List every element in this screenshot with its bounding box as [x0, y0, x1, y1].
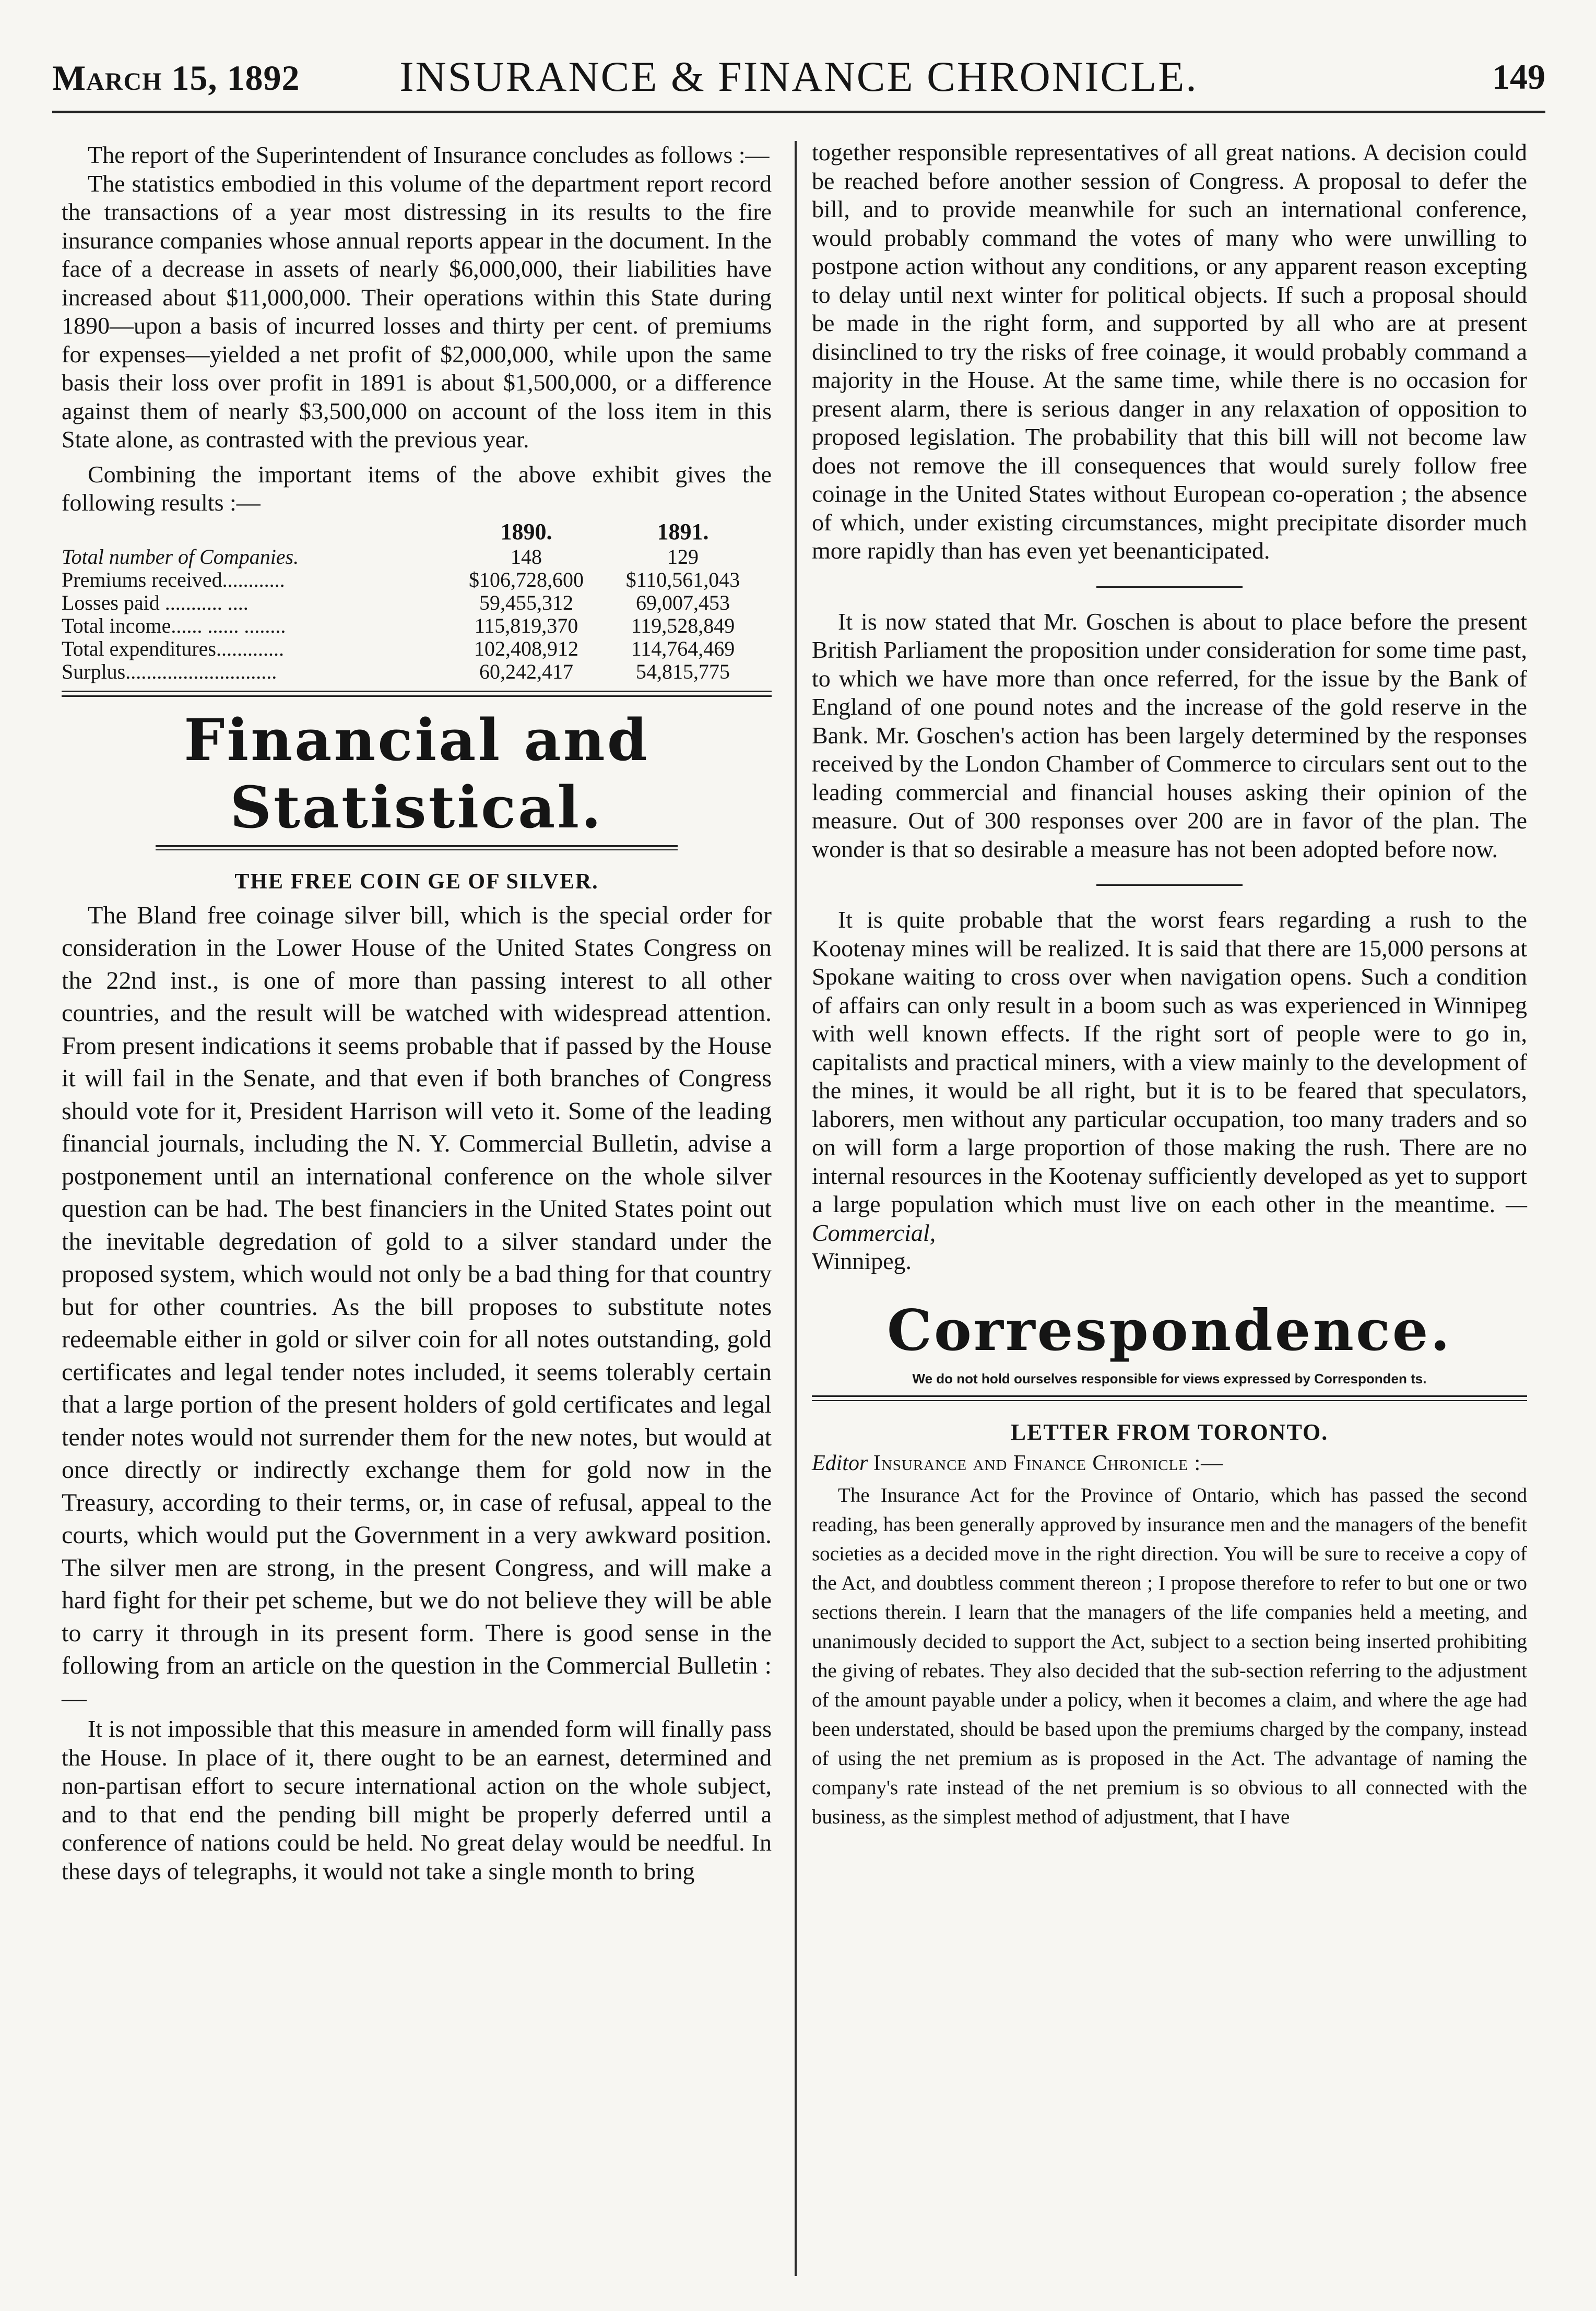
- report-quote: The statistics embodied in this volume of the department report record the transactions of a year most distressing in its results to the fire insurance companies whose annual reports appear in the document. In the face of a decrease in assets of nearly $6,000,000, their liabilities have increased about $11,000,000. Their operations within this State during 1890—upon a basis of incurred losses and thirty per cent. of premiums for expenses—yielded a net profit of $2,000,000, while upon the same basis their loss over profit in 1891 is about $1,500,000, or a difference against them of nearly $3,500,000 on account of the loss item in this State alone, as contrasted with the previous year.: [62, 170, 772, 453]
- value-1890: 148: [511, 544, 542, 568]
- table-row: [62, 614, 761, 637]
- value-1891: 69,007,453: [636, 590, 730, 614]
- row-label: Total number of Companies.: [62, 544, 299, 568]
- letter-title: LETTER FROM TORONTO.: [1010, 1419, 1329, 1445]
- article-paragraph: The Bland free coinage silver bill, which is the special order for consideration in the Lower House of the United States Congress on the 22nd inst., is one of more than passing interest to all other countries, and the result will be watched with widespread attention. From present indications it seems probable that if passed by the House it will fail in the Senate, and that even if both branches of Congress should vote for it, President Harrison will veto it. Some of the leading financial journals, including the N. Y. Commercial Bulletin, advise a postponement until an international conference on the whole silver question can be had. The best financiers in the United States point out the inevitable degredation of gold to a silver standard under the proposed system, which would not only be a bad thing for that country but for other countries. As the bill proposes to substitute notes redeemable either in gold or silver coin for all notes outstanding, gold certificates and legal tender notes included, it seems tolerably certain that a large portion of the present holders of gold certificates and legal tender notes would not surrender them for the new notes, but would at once directly or indirectly exchange them for gold now in the Treasury, according to their terms, or, in case of refusal, appeal to the courts, which would put the Government in a very awkward position. The silver men are strong, in the present Congress, and will make a hard fight for their pet scheme, but we do not believe they will be able to carry it through in its present form. There is good sense in the following from an article on the question in the Commercial Bulletin :—: [62, 901, 772, 1712]
- row-label: Total expenditures.............: [62, 636, 284, 660]
- table-rule: [62, 691, 772, 697]
- value-1890: 115,819,370: [474, 613, 578, 637]
- table-row: [62, 660, 761, 683]
- right-column: [812, 138, 1527, 1832]
- value-1890: 60,242,417: [479, 659, 573, 683]
- results-table: [62, 520, 761, 683]
- article-quote: It is not impossible that this measure in amended form will finally pass the House. In place of it, there ought to be an earnest, determined and non-partisan effort to secure international action on the whole subject, and to that end the pending bill might be properly deferred until a conference of nations could be held. No great delay would be needful. In these days of telegraphs, it would not take a single month to bring: [62, 1715, 772, 1885]
- combining-text: Combining the important items of the above exhibit gives the following results :—: [62, 460, 772, 516]
- kootenay-paragraph: [812, 906, 1527, 1247]
- kootenay-city: Winnipeg.: [812, 1248, 912, 1274]
- kootenay-source: —Commercial,: [812, 1191, 1528, 1246]
- value-1890: $106,728,600: [469, 567, 584, 591]
- column-divider: [795, 141, 797, 2276]
- row-label: Surplus.............................: [62, 659, 277, 683]
- editor-publication: Insurance and Finance Chronicle :—: [873, 1451, 1224, 1475]
- section-heading-rule: [156, 845, 678, 850]
- value-1891: $110,561,043: [625, 567, 740, 591]
- value-1891: 114,764,469: [631, 636, 735, 660]
- value-1890: 102,408,912: [474, 636, 578, 660]
- left-column: [62, 141, 772, 1886]
- column-header-1890: 1890.: [500, 518, 552, 544]
- correspondence-disclaimer: We do not hold ourselves responsible for views expressed by Corresponden ts.: [912, 1370, 1427, 1386]
- report-intro: The report of the Superintendent of Insurance concludes as follows :—: [88, 141, 770, 168]
- item-separator: [1096, 586, 1243, 588]
- running-head: [52, 52, 1545, 110]
- table-corner: [62, 520, 448, 546]
- table-row: [62, 546, 761, 568]
- issue-date: March 15, 1892: [52, 58, 300, 98]
- page-number: 149: [1492, 57, 1545, 97]
- correspondence-heading: Correspondence.: [886, 1297, 1452, 1364]
- table-row: [62, 591, 761, 614]
- correspondence-rule: [812, 1395, 1527, 1401]
- table-row: [62, 637, 761, 660]
- kootenay-text: It is quite probable that the worst fears regarding a rush to the Kootenay mines will be realized. It is said that there are 15,000 persons at Spokane waiting to cross over when navigation opens. Such a condition of affairs can only result in a boom such as was experienced in Winnipeg with well known effects. If the right sort of people were to go in, capitalists and practical miners, with a view mainly to the development of the mines, it would be all right, but it is to be feared that speculators, laborers, men without any particular occupation, too many traders and so on will form a large proportion of those making the rush. There are no internal resources in the Kootenay sufficiently developed as yet to support a large population which must live on each other in the meantime.: [812, 906, 1527, 1217]
- goschen-paragraph: It is now stated that Mr. Goschen is about to place before the present British Parliament the proposition under consideration for some time past, to which we have more than once referred, for the issue by the Bank of England of one pound notes and the increase of the gold reserve in the Bank. Mr. Goschen's action has been largely determined by the responses received by the London Chamber of Commerce to circulars sent out to the leading commercial and financial houses asking their opinion of the measure. Out of 300 responses over 200 are in favor of the plan. The wonder is that so desirable a measure has not been adopted before now.: [812, 608, 1527, 862]
- value-1891: 54,815,775: [636, 659, 730, 683]
- column-header-1891: 1891.: [657, 518, 709, 544]
- row-label: Premiums received............: [62, 567, 285, 591]
- article-continued: together responsible representatives of all great nations. A decision could be reached before another session of Congress. A proposal to defer the bill, and to provide meanwhile for such an international conference, would probably command the votes of many who were unwilling to postpone action without any conditions, or any apparent reason excepting to delay until next winter for political objects. If such a proposal should be made in the right form, and supported by all who are at present disinclined to try the risks of free coinage, it would probably command a majority in the House. At the same time, while there is no occasion for present alarm, there is serious danger in any relaxation of opposition to proposed legislation. The probability that this bill will not become law does not remove the ill consequences that would surely follow free coinage in the United States without European co-operation ; the absence of which, under existing circumstances, might precipitate disorder much more rapidly than has even yet beenanticipated.: [812, 139, 1527, 564]
- section-heading: Financial and Statistical.: [184, 706, 649, 841]
- value-1891: 119,528,849: [631, 613, 735, 637]
- value-1891: 129: [667, 544, 699, 568]
- row-label: Losses paid ........... ....: [62, 590, 249, 614]
- value-1890: 59,455,312: [479, 590, 573, 614]
- article-title: THE FREE COIN GE OF SILVER.: [234, 869, 599, 894]
- header-rule: [52, 111, 1545, 113]
- table-row: [62, 568, 761, 591]
- editor-prefix: Editor: [812, 1451, 868, 1475]
- letter-salutation: [812, 1451, 1527, 1476]
- letter-body: The Insurance Act for the Province of Ontario, which has passed the second reading, has been generally approved by insurance men and the managers of the benefit societies as a decided move in the right direction. You will be sure to receive a copy of the Act, and doubtless comment thereon ; I propose therefore to refer to but one or two sections therein. I learn that the managers of the life companies held a meeting, and unanimously decided to support the Act, subject to a section being inserted prohibiting the giving of rebates. They also decided that the sub-section referring to the adjustment of the amount payable under a policy, when it becomes a claim, and where the age had been understated, should be based upon the premiums charged by the company, instead of using the net premium as is proposed in the Act. The advantage of naming the company's rate instead of the net premium is so obvious to all connected with the business, as the simplest method of adjustment, that I have: [812, 1484, 1527, 1828]
- publication-title: INSURANCE & FINANCE CHRONICLE.: [399, 53, 1198, 100]
- item-separator: [1096, 884, 1243, 886]
- row-label: Total income...... ...... ........: [62, 613, 286, 637]
